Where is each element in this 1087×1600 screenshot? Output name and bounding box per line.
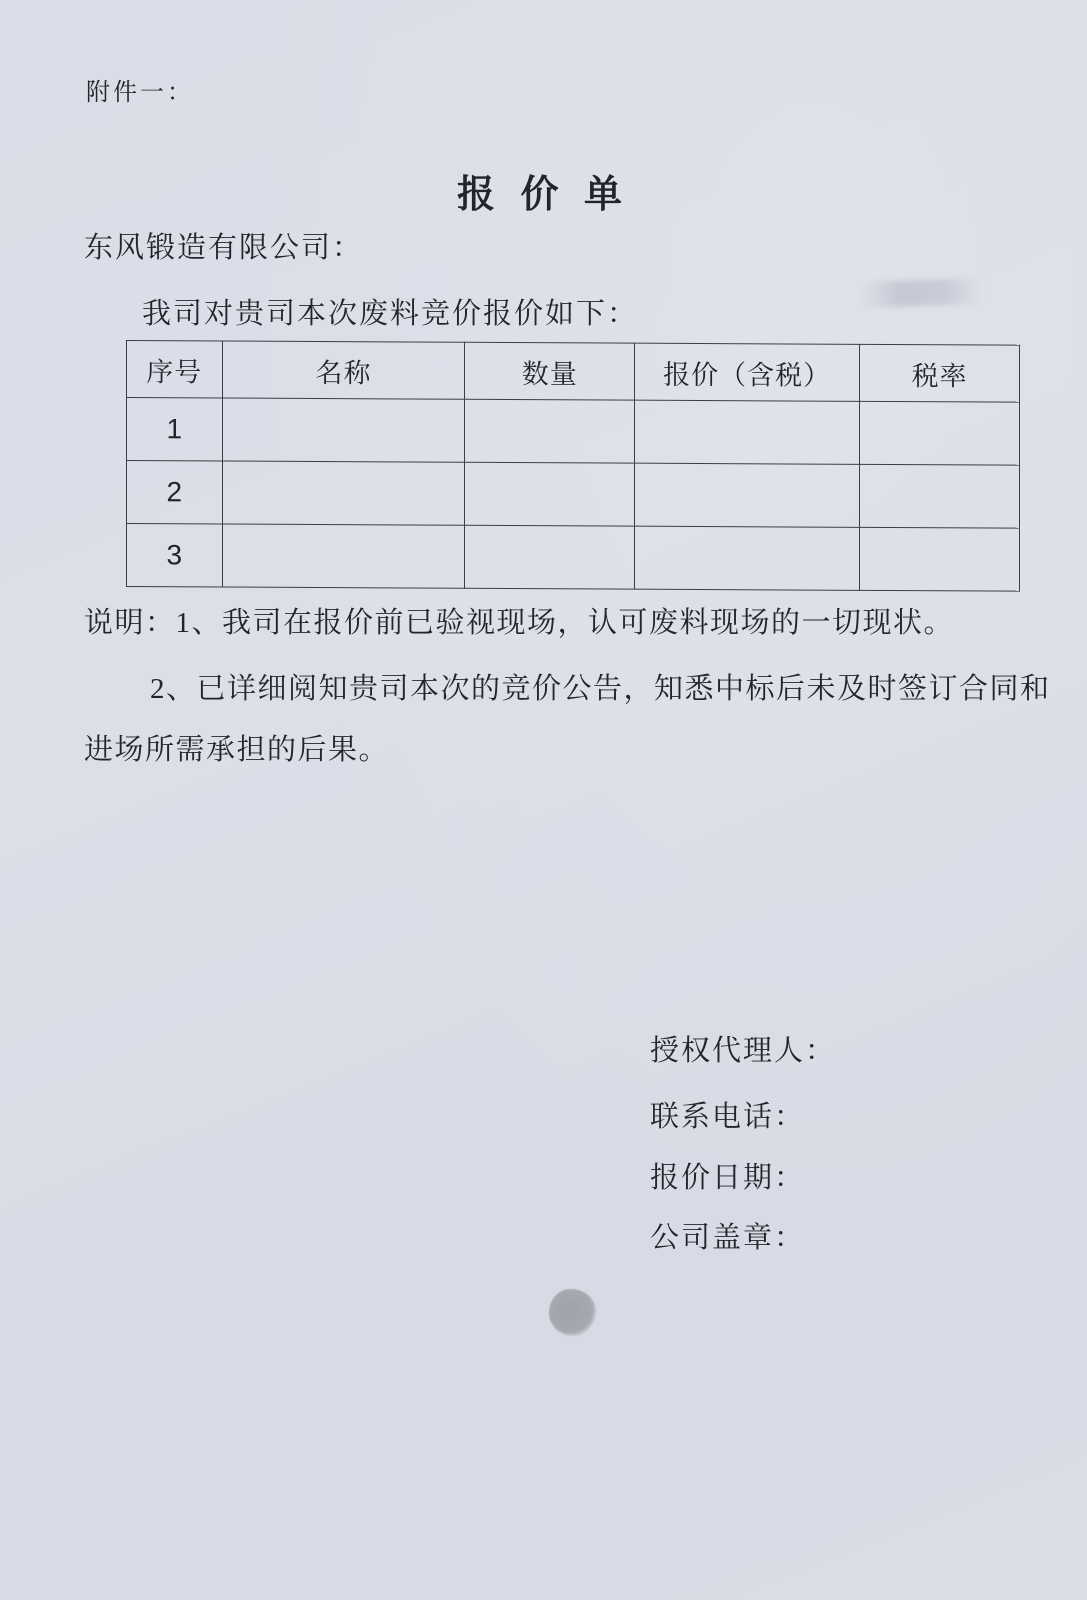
- contact-phone-label: 联系电话：: [650, 1101, 806, 1133]
- col-header-price: 报价（含税）: [635, 343, 860, 401]
- col-header-tax: 税率: [860, 344, 1020, 402]
- attachment-label: 附件一：: [86, 80, 194, 106]
- cell-qty: [465, 525, 635, 589]
- note-line-1: 说明：1、我司在报价前已验视现场，认可废料现场的一切现状。: [84, 607, 955, 639]
- cell-qty: [465, 462, 635, 526]
- table-row: [127, 398, 1020, 466]
- note-line-3: 进场所需承担的后果。: [84, 734, 390, 766]
- cell-name: [222, 461, 465, 525]
- cell-seq: 1: [127, 398, 223, 462]
- col-header-qty: 数量: [465, 342, 635, 400]
- col-header-name: 名称: [222, 341, 465, 399]
- company-seal-label: 公司盖章：: [650, 1222, 806, 1254]
- quote-date-label: 报价日期：: [650, 1162, 806, 1194]
- page-title: 报 价 单: [456, 174, 630, 216]
- cell-tax: [860, 401, 1020, 465]
- table-header-row: [127, 341, 1020, 403]
- cell-tax: [860, 527, 1020, 591]
- cell-seq: 2: [127, 461, 223, 525]
- cell-name: [222, 524, 465, 588]
- cell-price: [635, 400, 860, 464]
- ink-stain: [549, 1289, 596, 1336]
- table-row: [127, 524, 1020, 592]
- cell-name: [222, 398, 465, 462]
- intro-line: 我司对贵司本次废料竞价报价如下：: [142, 298, 639, 330]
- table-row: [127, 461, 1020, 529]
- addressee-line: 东风锻造有限公司：: [84, 232, 364, 264]
- cell-tax: [860, 464, 1020, 528]
- note-line-2: 2、已详细阅知贵司本次的竞价公告，知悉中标后未及时签订合同和: [150, 673, 1051, 705]
- cell-price: [635, 526, 860, 590]
- cell-qty: [465, 399, 635, 463]
- col-header-seq: 序号: [127, 341, 223, 399]
- scan-smudge-artifact: [858, 278, 984, 308]
- quotation-table: [126, 340, 1020, 592]
- authorized-agent-label: 授权代理人：: [650, 1035, 837, 1067]
- cell-price: [635, 463, 860, 527]
- cell-seq: 3: [127, 524, 223, 588]
